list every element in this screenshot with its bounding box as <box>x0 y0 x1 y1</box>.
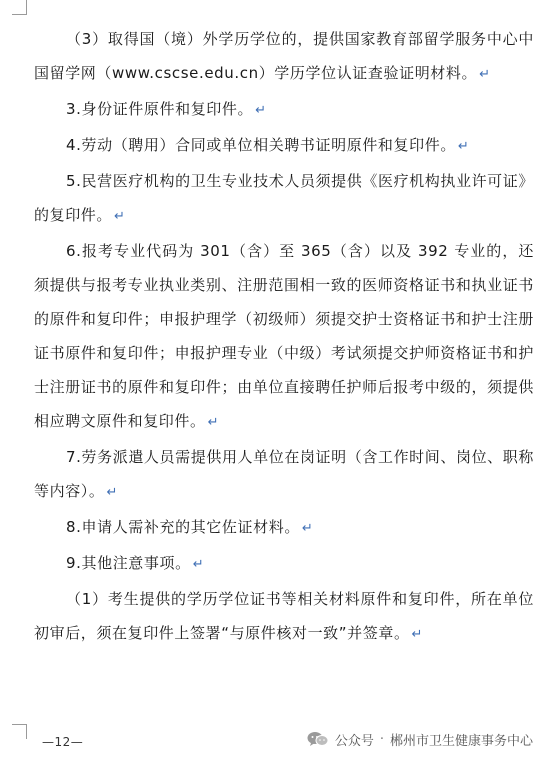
bottom-left-crop-mark <box>12 724 27 739</box>
paragraph-item-3: 3.身份证件原件和复印件。 ↵ <box>66 100 267 118</box>
paragraph-mark: ↵ <box>207 415 220 430</box>
paragraph-item-6: 6.报考专业代码为 301（含）至 365（含）以及 392 专业的，还须提供与报考专业执业类别、注册范围相一致的医师资格证书和执业证书的原件和复印件；申报护理学（初级师）须提交护士资格证书和护士注册证书原件和复印件；申报护理专业（中级）考试须提交护师资格证书和护士注册证书的原件和复印件；由单位直接聘任护师后报考中级的，须提供相应聘文原件和复印件。 ↵ <box>34 242 534 430</box>
watermark-separator: · <box>379 731 384 747</box>
wechat-official-account-icon <box>307 731 329 747</box>
paragraph-mark: ↵ <box>457 139 470 154</box>
paragraph-mark: ↵ <box>114 209 126 224</box>
paragraph-item-4: 4.劳动（聘用）合同或单位相关聘书证明原件和复印件。 ↵ <box>66 136 470 154</box>
watermark-prefix: 公众号 <box>334 733 374 749</box>
paragraph-mark: ↵ <box>255 103 267 118</box>
paragraph-mark: ↵ <box>192 557 205 572</box>
document-body <box>34 22 534 652</box>
paragraph-mark: ↵ <box>106 485 119 500</box>
wechat-watermark <box>307 726 533 752</box>
top-left-crop-mark <box>12 0 27 15</box>
paragraph-mark: ↵ <box>301 521 314 536</box>
paragraph-item-9: 9.其他注意事项。 ↵ <box>66 554 205 572</box>
watermark-account-name: 郴州市卫生健康事务中心 <box>389 733 533 749</box>
paragraph-mark: ↵ <box>411 627 424 642</box>
paragraph-item-5: 5.民营医疗机构的卫生专业技术人员须提供《医疗机构执业许可证》的复印件。 ↵ <box>34 172 534 224</box>
paragraph-overseas-degree: （3）取得国（境）外学历学位的，提供国家教育部留学服务中心中国留学网（www.cscse.edu.cn）学历学位认证查验证明材料。 ↵ <box>34 30 534 82</box>
paragraph-mark: ↵ <box>479 67 491 82</box>
paragraph-item-8: 8.申请人需补充的其它佐证材料。 ↵ <box>66 518 314 536</box>
page-number: —12— <box>42 735 84 749</box>
paragraph-item-7: 7.劳务派遣人员需提供用人单位在岗证明（含工作时间、岗位、职称等内容）。 ↵ <box>34 448 534 500</box>
paragraph-subitem-1: （1）考生提供的学历学位证书等相关材料原件和复印件，所在单位初审后，须在复印件上签署“与原件核对一致”并签章。 ↵ <box>34 590 534 642</box>
